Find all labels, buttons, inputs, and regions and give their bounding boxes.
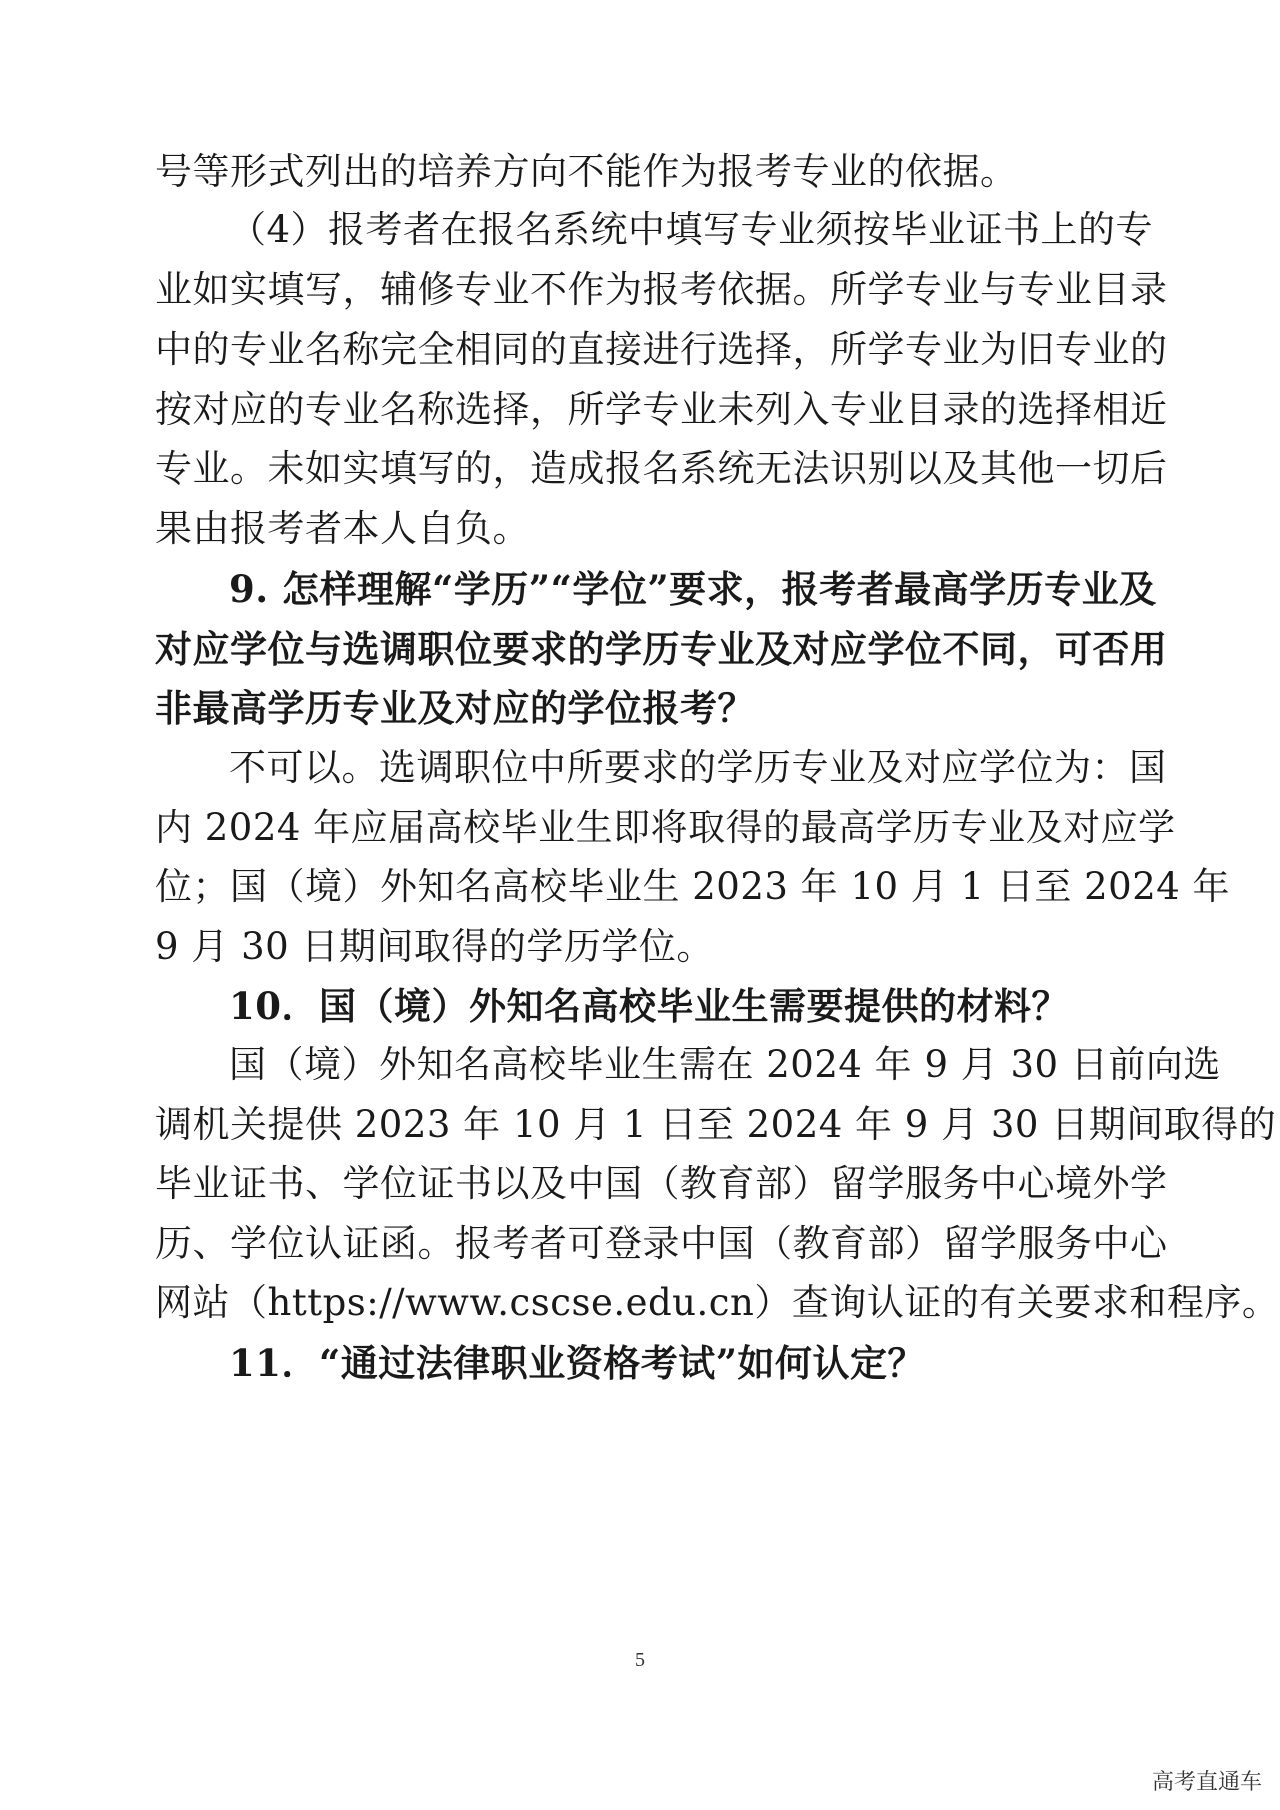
answer-line: 调机关提供 2023 年 10 月 1 日至 2024 年 9 月 30 日期间取得的 — [155, 1103, 1277, 1146]
answer-line: 国（境）外知名高校毕业生需在 2024 年 9 月 30 日前向选 — [229, 1043, 1221, 1086]
question-heading-11: 11．“通过法律职业资格考试”如何认定？ — [229, 1341, 926, 1385]
answer-line: 历、学位认证函。报考者可登录中国（教育部）留学服务中心 — [155, 1222, 1168, 1265]
question-heading-9: 非最高学历专业及对应的学位报考？ — [155, 686, 755, 730]
paragraph-line: 中的专业名称完全相同的直接进行选择，所学专业为旧专业的 — [155, 328, 1168, 371]
question-heading-10: 10．国（境）外知名高校毕业生需要提供的材料？ — [229, 984, 1069, 1028]
answer-line: 毕业证书、学位证书以及中国（教育部）留学服务中心境外学 — [155, 1162, 1168, 1205]
answer-line: 内 2024 年应届高校毕业生即将取得的最高学历专业及对应学 — [155, 806, 1176, 849]
question-heading-9: 对应学位与选调职位要求的学历专业及对应学位不同，可否用 — [155, 627, 1168, 671]
paragraph-line: 业如实填写，辅修专业不作为报考依据。所学专业与专业目录 — [155, 268, 1168, 311]
paragraph-line: （4）报考者在报名系统中填写专业须按毕业证书上的专 — [229, 208, 1154, 251]
paragraph-line: 专业。未如实填写的，造成报名系统无法识别以及其他一切后 — [155, 447, 1168, 490]
watermark: 高考直通车 — [1151, 1770, 1262, 1795]
answer-line: 位；国（境）外知名高校毕业生 2023 年 10 月 1 日至 2024 年 — [155, 865, 1231, 908]
answer-line: 9 月 30 日期间取得的学历学位。 — [155, 925, 714, 968]
answer-line: 网站（https://www.cscse.edu.cn）查询认证的有关要求和程序。 — [155, 1281, 1280, 1324]
paragraph-line: 按对应的专业名称选择，所学专业未列入专业目录的选择相近 — [155, 388, 1168, 431]
paragraph-line: 果由报考者本人自负。 — [155, 507, 530, 550]
page-number: 5 — [635, 1649, 645, 1671]
answer-line: 不可以。选调职位中所要求的学历专业及对应学位为：国 — [229, 746, 1167, 789]
paragraph-line: 号等形式列出的培养方向不能作为报考专业的依据。 — [155, 150, 1018, 193]
question-heading-9: 9. 怎样理解“学历”“学位”要求，报考者最高学历专业及 — [229, 567, 1157, 611]
